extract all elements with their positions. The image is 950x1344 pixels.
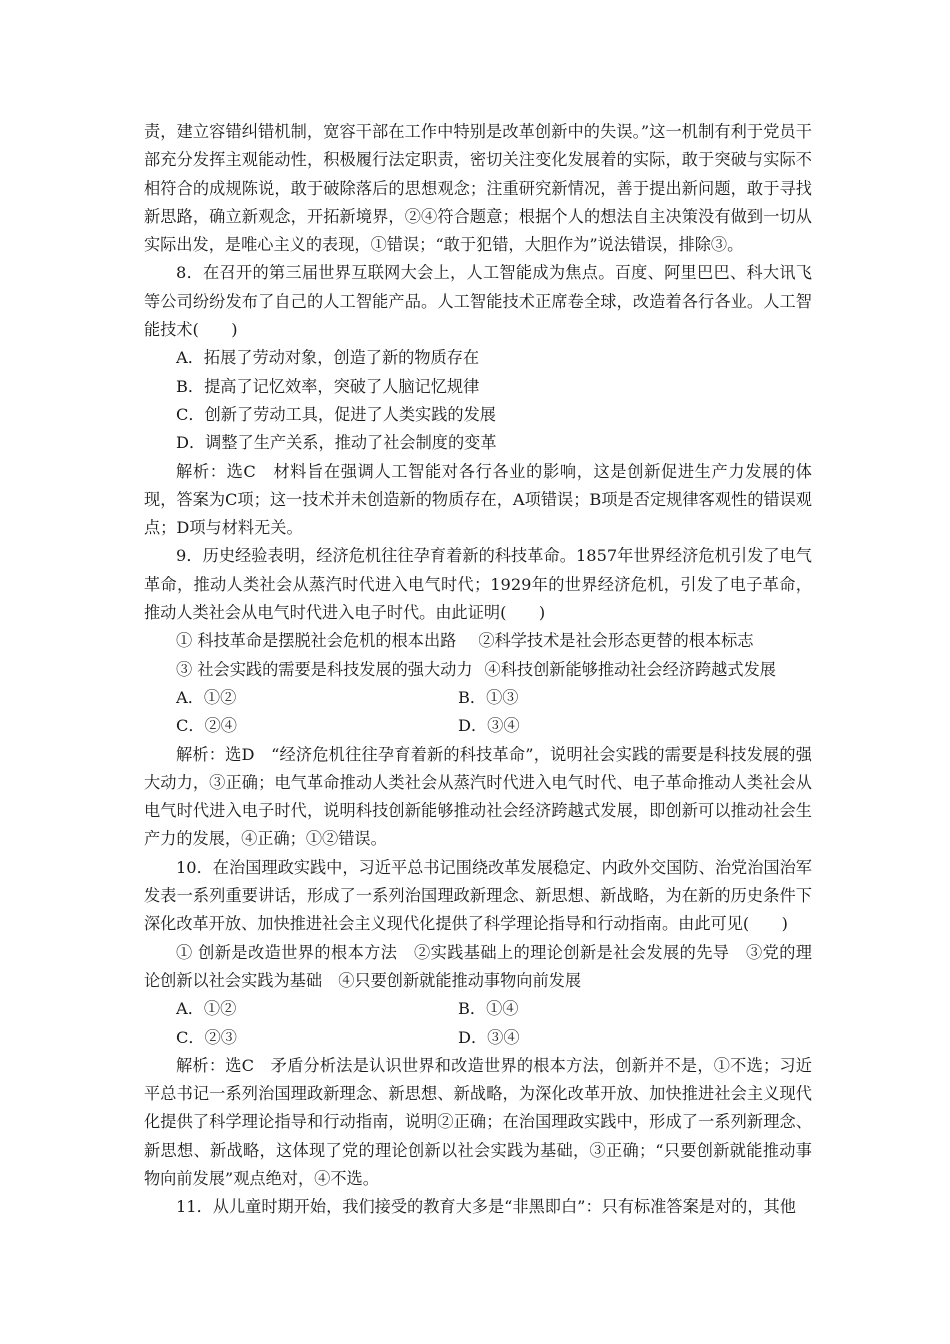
q9-option-d: D．③④ [458,716,520,736]
q8-stem: 8．在召开的第三届世界互联网大会上，人工智能成为焦点。百度、阿里巴巴、科大讯飞等公司纷纷发布了自己的人工智能产品。人工智能技术正席卷全球，改造着各行各业。人工智能技术( ) [144,263,812,340]
q10-option-d: D．③④ [458,1027,520,1047]
q10-option-b: B．①④ [458,999,519,1019]
q10-option-a: A．①② [176,999,237,1019]
document-body [144,118,812,1222]
q9-statement-row-1 [144,627,812,655]
q10-option-c: C．②③ [176,1027,237,1047]
q9-statement-3: ③ 社会实践的需要是科技发展的强大动力 [176,659,473,679]
q10-statements: ① 创新是改造世界的根本方法 ②实践基础上的理论创新是社会发展的先导 ③党的理论创新以社会实践为基础 ④只要创新就能推动事物向前发展 [144,942,812,990]
q10-stem: 10．在治国理政实践中，习近平总书记围绕改革发展稳定、内政外交国防、治党治国治军发表一系列重要讲话，形成了一系列治国理政新理念、新思想、新战略，为在新的历史条件下深化改革开放、加快推进社会主义现代化提供了科学理论指导和行动指南。由此可见( ) [144,857,812,934]
q9-option-c: C．②④ [176,716,237,736]
q10-options-row-1 [144,995,812,1023]
q9-statement-2: ②科学技术是社会形态更替的根本标志 [478,631,754,651]
q9-option-a: A．①② [176,687,237,707]
q8-option-b: B．提高了记忆效率，突破了人脑记忆规律 [176,376,480,396]
q8-option-a: A．拓展了劳动对象，创造了新的物质存在 [176,348,480,368]
q8-option-d: D．调整了生产关系，推动了社会制度的变革 [176,433,497,453]
q8-option-c: C．创新了劳动工具，促进了人类实践的发展 [176,404,496,424]
q9-statement-row-2 [144,656,812,684]
q7-analysis-continuation: 责，建立容错纠错机制，宽容干部在工作中特别是改革创新中的失误。”这一机制有利于党员干部充分发挥主观能动性，积极履行法定职责，密切关注变化发展着的实际，敢于突破与实际不相符合的成规陈说，敢于破除落后的思想观念；注重研究新情况，善于提出新问题，敢于寻找新思路，确立新观念，开拓新境界，②④符合题意；根据个人的想法自主决策没有做到一切从实际出发，是唯心主义的表现，①错误；“敢于犯错，大胆作为”说法错误，排除③。 [144,122,812,255]
q9-stem: 9．历史经验表明，经济危机往往孕育着新的科技革命。1857年世界经济危机引发了电气革命，推动人类社会从蒸汽时代进入电气时代；1929年的世界经济危机，引发了电子革命，推动人类社会从电气时代进入电子时代。由此证明( ) [144,546,812,623]
q9-options-row-2 [144,712,812,740]
q10-options-row-2 [144,1024,812,1052]
q8-analysis: 解析：选C 材料旨在强调人工智能对各行各业的影响，这是创新促进生产力发展的体现，答案为C项；这一技术并未创造新的物质存在，A项错误；B项是否定规律客观性的错误观点；D项与材料无关。 [144,461,812,538]
q9-statement-4: ④科技创新能够推动社会经济跨越式发展 [484,659,776,679]
q9-statement-1: ① 科技革命是摆脱社会危机的根本出路 [176,631,457,651]
q9-option-b: B．①③ [458,687,519,707]
q9-analysis: 解析：选D “经济危机往往孕育着新的科技革命”，说明社会实践的需要是科技发展的强大动力，③正确；电气革命推动人类社会从蒸汽时代进入电气时代、电子革命推动人类社会从电气时代进入电子时代，说明科技创新能够推动社会经济跨越式发展，即创新可以推动社会生产力的发展，④正确；①②错误。 [144,744,812,849]
q10-analysis: 解析：选C 矛盾分析法是认识世界和改造世界的根本方法，创新并不是，①不选；习近平总书记一系列治国理政新理念、新思想、新战略，为深化改革开放、加快推进社会主义现代化提供了科学理论指导和行动指南，说明②正确；在治国理政实践中，形成了一系列新理念、新思想、新战略，这体现了党的理论创新以社会实践为基础，③正确；“只要创新就能推动事物向前发展”观点绝对，④不选。 [144,1055,812,1188]
q11-stem: 11．从儿童时期开始，我们接受的教育大多是“非黑即白”：只有标准答案是对的，其他 [176,1197,796,1217]
q9-options-row-1 [144,684,812,712]
